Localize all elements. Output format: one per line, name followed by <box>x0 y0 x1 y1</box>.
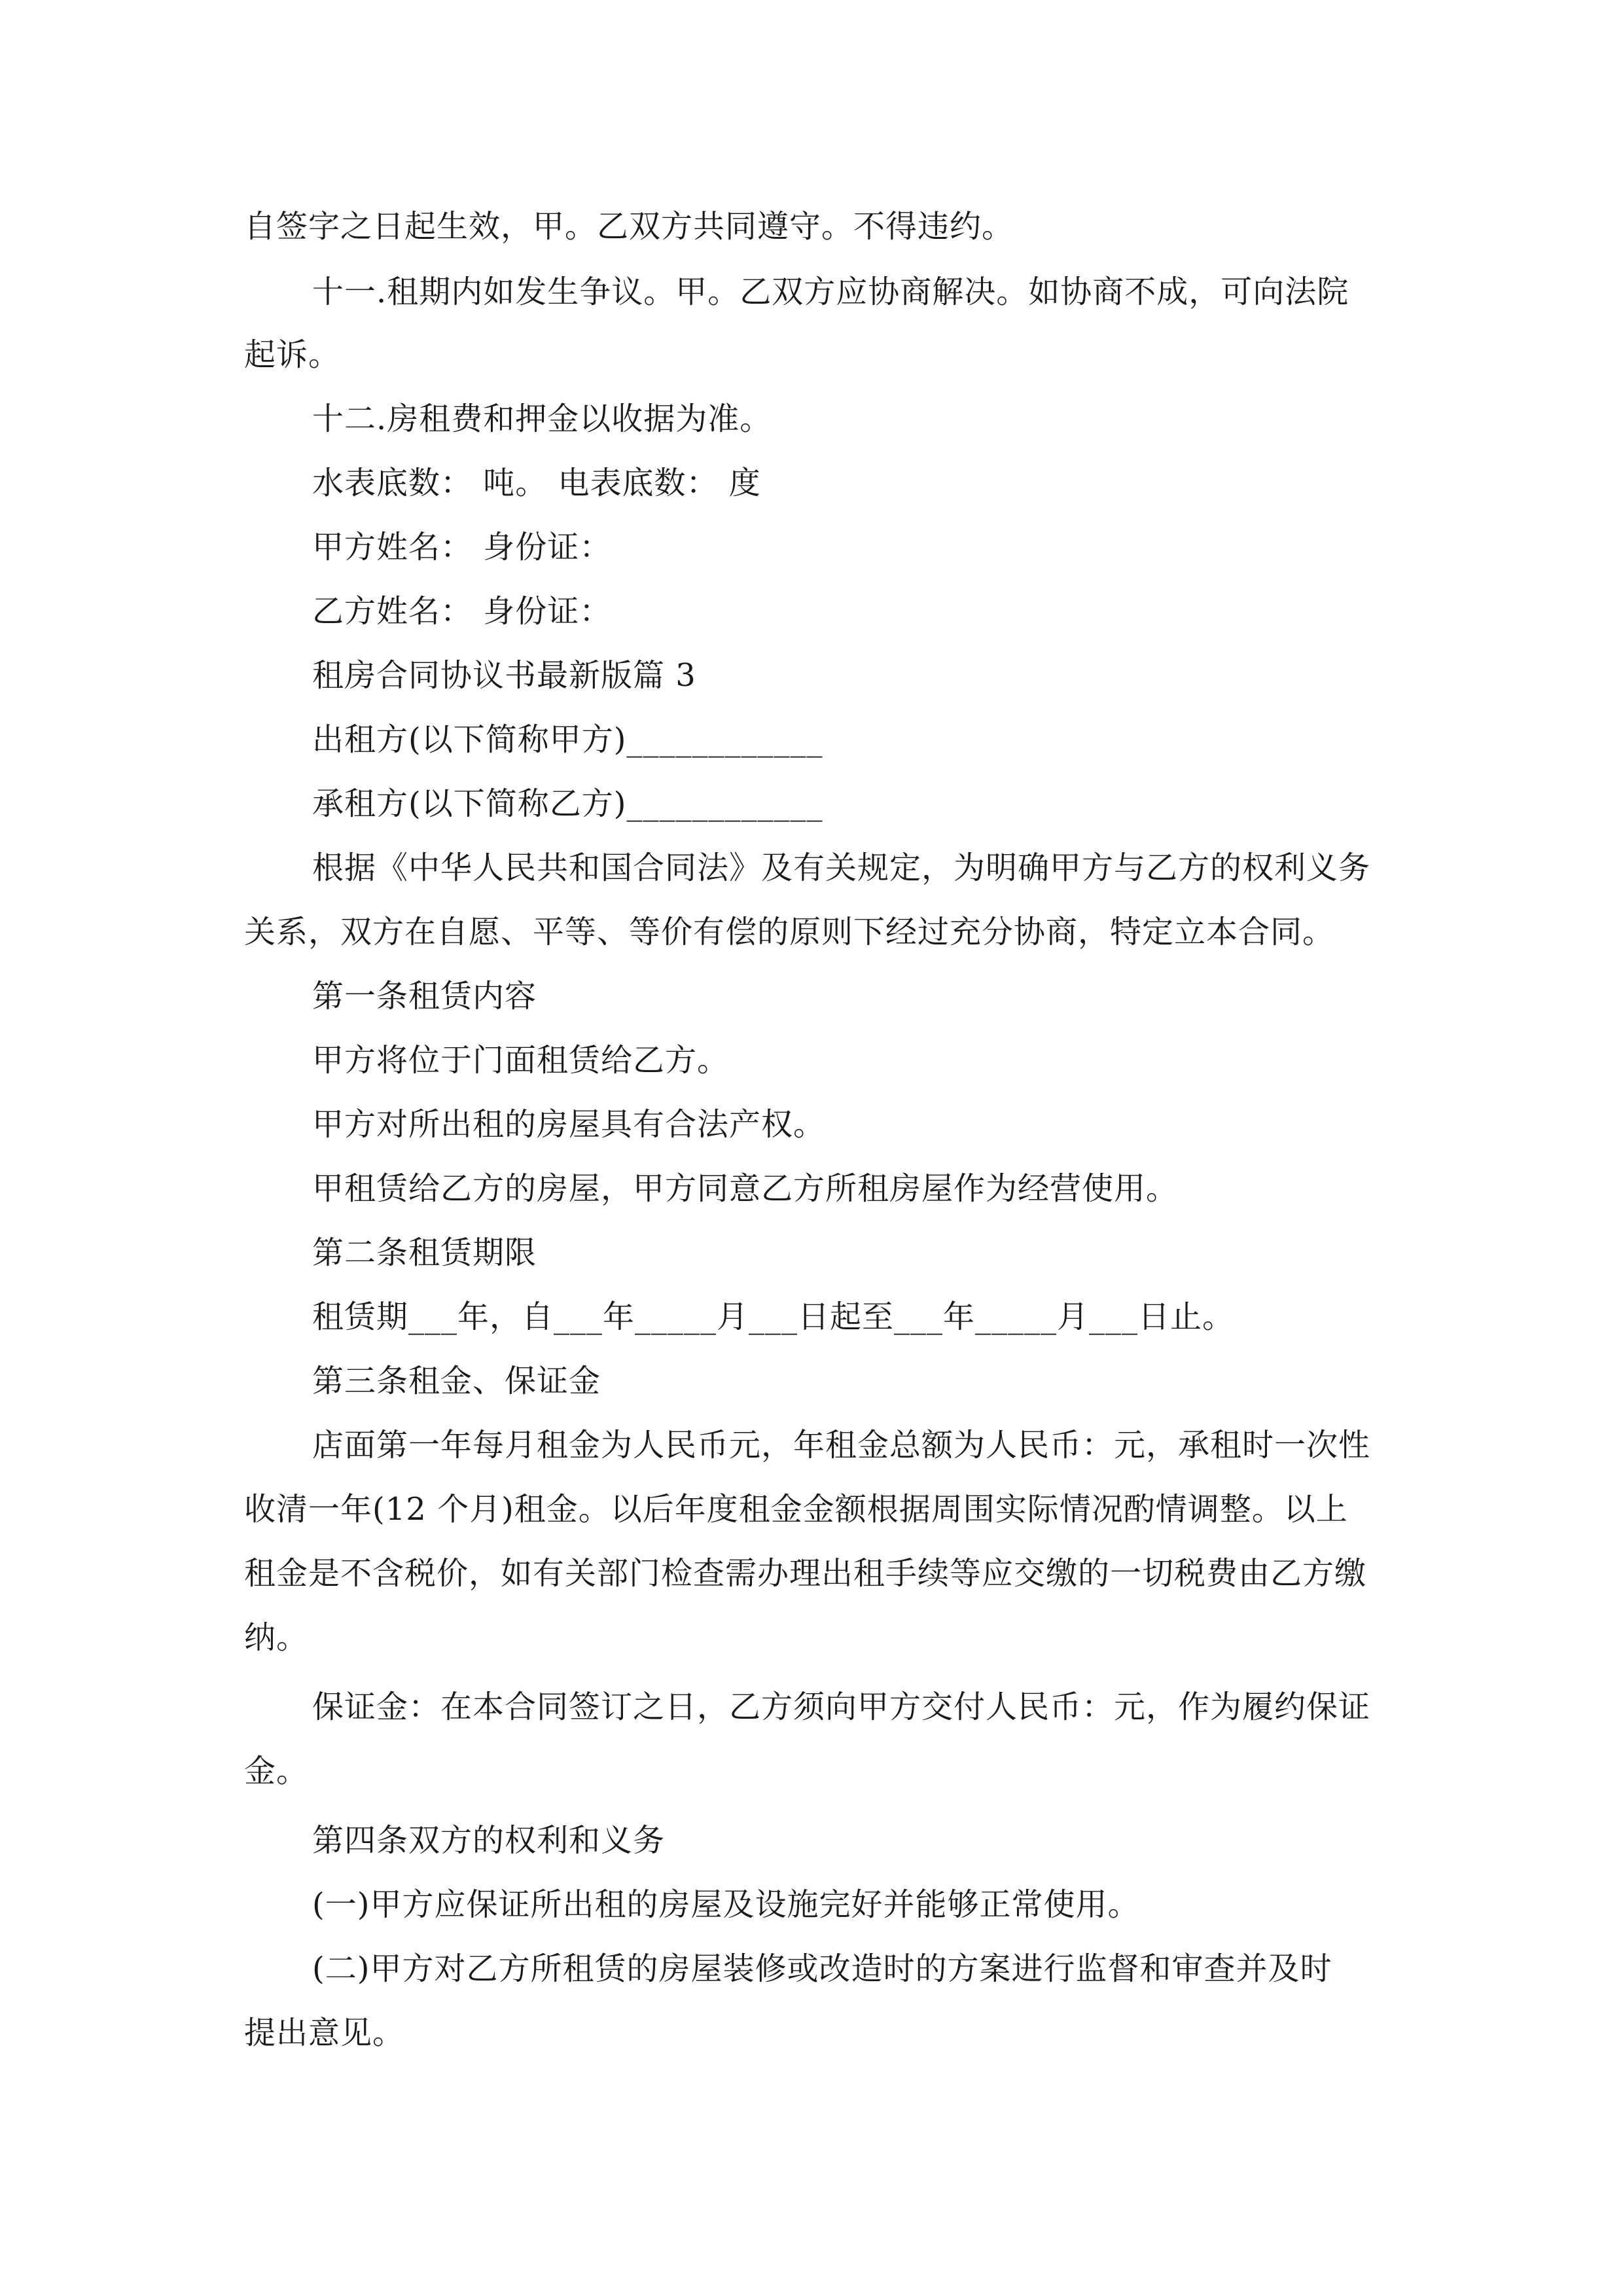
section-heading: 租房合同协议书最新版篇 3 <box>312 657 696 694</box>
text-line: 收清一年(12 个月)租金。以后年度租金金额根据周围实际情况酌情调整。以上 <box>244 1491 1348 1528</box>
text-line: 出租方(以下简称甲方)____________ <box>312 721 823 758</box>
text-line: (二)甲方对乙方所租赁的房屋装修或改造时的方案进行监督和审查并及时 <box>312 1950 1332 1987</box>
text-line: 保证金：在本合同签订之日，乙方须向甲方交付人民币：元，作为履约保证 <box>312 1689 1371 1725</box>
article-heading: 第一条租赁内容 <box>312 978 537 1014</box>
text-line: 起诉。 <box>244 336 341 373</box>
text-line: 甲方姓名： 身份证： <box>312 529 612 565</box>
text-line: 提出意见。 <box>244 2015 405 2051</box>
text-line: 甲租赁给乙方的房屋，甲方同意乙方所租房屋作为经营使用。 <box>312 1170 1179 1207</box>
text-line: 承租方(以下简称乙方)____________ <box>312 785 823 822</box>
text-line: 甲方对所出租的房屋具有合法产权。 <box>312 1106 826 1143</box>
article-heading: 第三条租金、保证金 <box>312 1363 601 1399</box>
text-line: 金。 <box>244 1753 309 1789</box>
text-line: 店面第一年每月租金为人民币元，年租金总额为人民币：元，承租时一次性 <box>312 1427 1371 1463</box>
text-line: 水表底数： 吨。 电表底数： 度 <box>312 465 761 501</box>
text-line: 根据《中华人民共和国合同法》及有关规定，为明确甲方与乙方的权利义务 <box>312 850 1371 886</box>
text-line: 纳。 <box>244 1619 309 1656</box>
text-line: (一)甲方应保证所出租的房屋及设施完好并能够正常使用。 <box>312 1886 1140 1923</box>
text-line: 租赁期___年，自___年_____月___日起至___年_____月___日止。 <box>312 1299 1235 1335</box>
text-line: 十一.租期内如发生争议。甲。乙双方应协商解决。如协商不成，可向法院 <box>312 274 1349 310</box>
text-line: 十二.房租费和押金以收据为准。 <box>312 401 772 437</box>
article-heading: 第二条租赁期限 <box>312 1234 537 1271</box>
text-line: 关系，双方在自愿、平等、等价有偿的原则下经过充分协商，特定立本合同。 <box>244 914 1335 950</box>
article-heading: 第四条双方的权利和义务 <box>312 1822 666 1859</box>
text-line: 甲方将位于门面租赁给乙方。 <box>312 1042 730 1079</box>
text-line: 乙方姓名： 身份证： <box>312 593 612 630</box>
text-line: 自签字之日起生效，甲。乙双方共同遵守。不得违约。 <box>244 208 1014 245</box>
text-line: 租金是不含税价，如有关部门检查需办理出租手续等应交缴的一切税费由乙方缴 <box>244 1555 1367 1592</box>
